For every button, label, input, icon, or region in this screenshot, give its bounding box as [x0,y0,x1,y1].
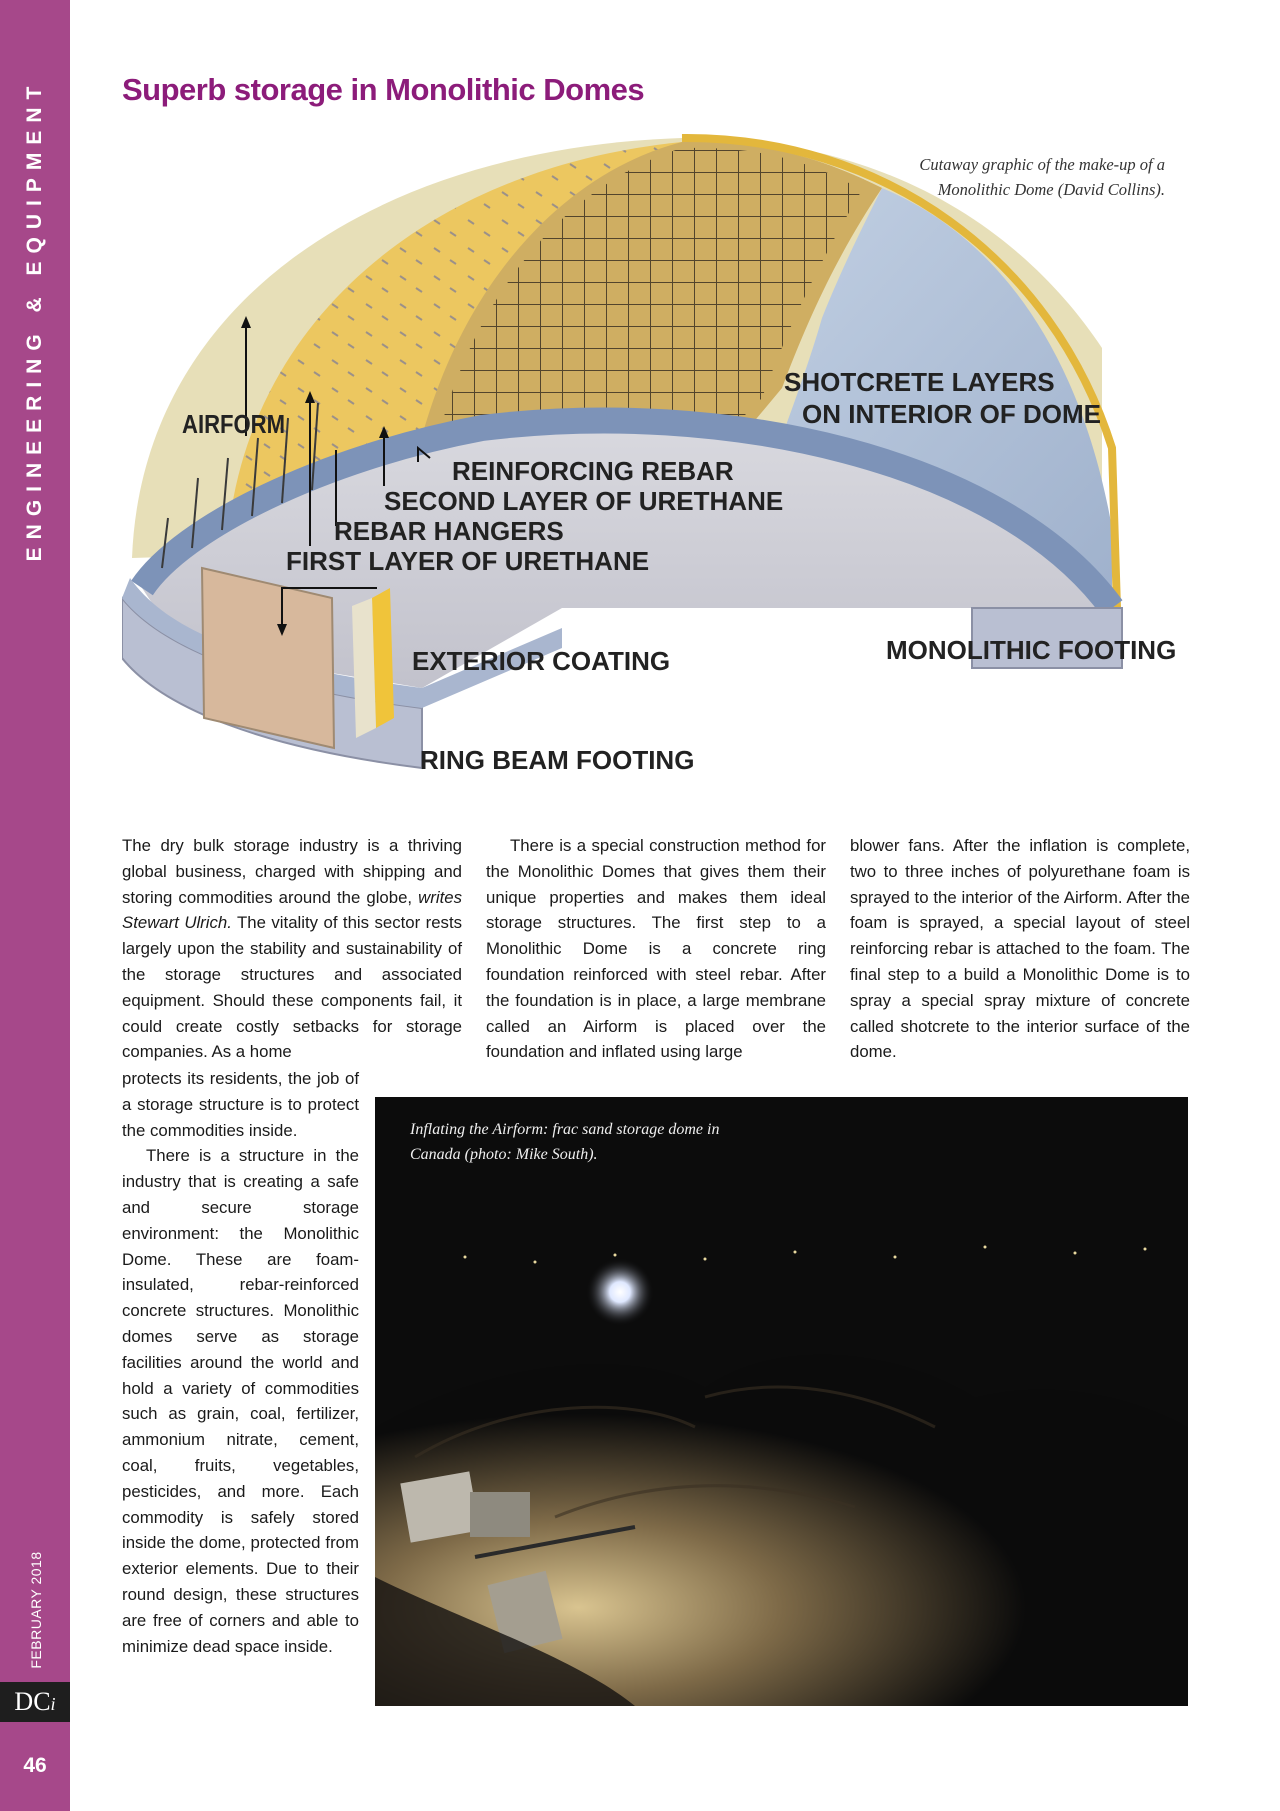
dome-cutaway-diagram [122,128,1188,788]
dci-logo: DCi [0,1682,70,1722]
byline: writes Stewart Ulrich. [122,887,462,933]
label-second-urethane: SECOND LAYER OF URETHANE [384,486,784,516]
label-rebar-hangers: REBAR HANGERS [334,516,564,546]
label-ring-beam-footing: RING BEAM FOOTING [420,745,695,775]
diagram-caption: Cutaway graphic of the make-up of a Monolithic Dome (David Collins). [919,155,1165,199]
label-first-urethane: FIRST LAYER OF URETHANE [286,546,650,576]
label-reinforcing-rebar: REINFORCING REBAR [452,456,734,486]
airform-inflation-photo [375,1097,1188,1706]
photo-caption: Inflating the Airform: frac sand storage dome in Canada (photo: Mike South). [410,1121,720,1163]
cut-section [352,598,376,738]
page-number: 46 [23,1754,47,1777]
article-column-3: blower fans. After the inflation is complete, two to three inches of polyurethane foam is sprayed to the interior of the Airform. After the foam is sprayed, a special layout of steel reinforcing rebar is attached to the foam. The final step to a build a Monolithic Dome is to spray a special spray mixture of concrete called shotcrete to the interior surface of the dome. [850,836,1190,1062]
label-shotcrete-1: SHOTCRETE LAYERS [784,367,1055,397]
sidebar [0,0,70,1811]
exterior-coating-patch [202,568,334,748]
issue-date: FEBRUARY 2018 [28,1551,44,1669]
label-shotcrete-2: ON INTERIOR OF DOME [802,399,1101,429]
floodlight [586,1258,654,1326]
article-column-1a: The dry bulk storage industry is a thriving global business, charged with shipping and storing commodities around the globe, writes Stewart Ulrich. The vitality of this sector rests largely upon the stability and sustainability of the storage structures and associated equipment. Should these components fail, it could create costly setbacks for storage companies. As a home [122,836,462,1062]
label-monolithic-footing: MONOLITHIC FOOTING [886,635,1177,665]
article-column-1b: protects its residents, the job of a storage structure is to protect the commodities inside. There is a structure in the industry that is creating a safe and secure storage environment: the Monolithic Dome. These are foam-insulated, rebar-reinforced concrete structures. Monolithic domes serve as storage facilities around the world and hold a variety of commodities such as grain, coal, fertilizer, ammonium nitrate, cement, coal, fruits, vegetables, pesticides, and more. Each commodity is safely stored inside the dome, protected from exterior elements. Due to their round design, these structures are free of corners and able to minimize dead space inside. [122,1069,359,1656]
label-airform: AIRFORM [182,410,286,440]
article-title: Superb storage in Monolithic Domes [122,72,645,107]
section-label: ENGINEERING & EQUIPMENT [23,78,46,562]
label-exterior-coating: EXTERIOR COATING [412,646,671,676]
article-column-2: There is a special construction method for the Monolithic Domes that gives them their unique properties and makes them ideal storage structures. The first step to a Monolithic Dome is a concrete ring foundation reinforced with steel rebar. After the foundation is in place, a large membrane called an Airform is placed over the foundation and inflated using large [486,836,826,1062]
